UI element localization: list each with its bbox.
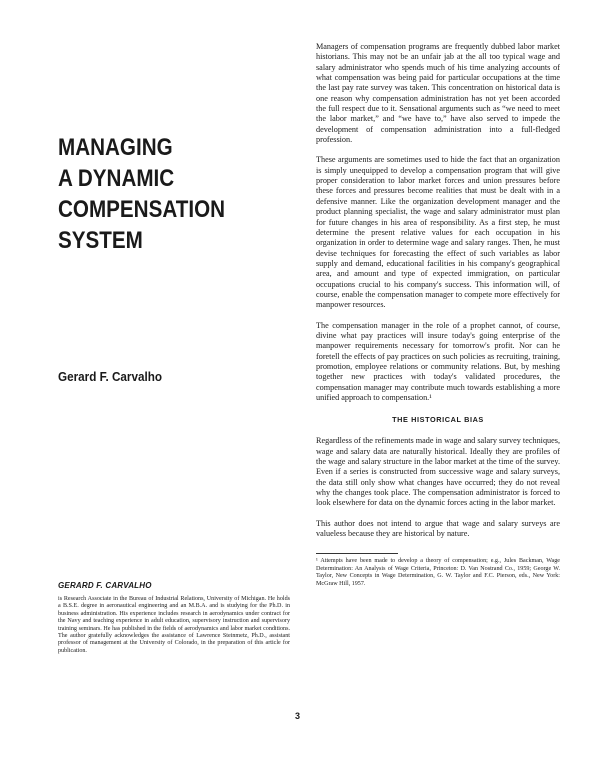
title-line: MANAGING	[58, 134, 173, 161]
author-byline: Gerard F. Carvalho	[58, 369, 163, 384]
body-paragraph: Managers of compensation programs are frequently dubbed labor market historians. This may not be an unfair jab at the all too typical wage and salary administrator who spends much of his time analyzing accounts of what compensation was being paid for particular occupations at the time the last pay rate survey was taken. This concentration on historical data is one reason why compensation administration has not yet been accorded the full respect due to it. Sensational arguments such as “we need to meet the labor market,” and “we have to,” have also served to impede the development of compensation administration into a full-fledged profession.	[316, 42, 560, 145]
title-line: SYSTEM	[58, 227, 143, 254]
body-paragraph: These arguments are sometimes used to hide the fact that an organization is simply unequipped to develop a compensation program that will give proper consideration to labor market forces and union pressures before these forces and pressures become realities that must be dealt with in a defensive manner. Like the organization development manager and the product planning specialist, the wage and salary administrator must plan for future changes in his area of responsibility. As a first step, he must determine the present relative values for each occupation in his organization in order to determine wage and salary ranges. Then, he must devise techniques for forecasting the effect of such variables as labor supply and demand, educational facilities in his company's geographical area, and amount and type of expected immigration, on particular occupations crucial to his company's success. This information will, of course, enable the compensation manager to compete more effectively for manpower resources.	[316, 155, 560, 310]
body-paragraph: Regardless of the refinements made in wage and salary survey techniques, wage and salary data are naturally historical. Ideally they are profiles of the wage and salary structure in the labor market at the time of the survey. Even if a series is constructed from successive wage and salary surveys, the data still only show what changes have occurred; they do not reveal why the changes took place. The compensation administrator is forced to look elsewhere for data on the dynamic forces acting in the labor market.	[316, 436, 560, 508]
author-bio-name: GERARD F. CARVALHO	[58, 581, 152, 590]
author-bio-text: is Research Associate in the Bureau of Industrial Relations, University of Michigan. He holds a B.S.E. degree in aeronautical engineering and an M.B.A. and is studying for the Ph.D. in business administration. His experience includes research in aerodynamics under contract for the Navy and teaching experience in adult education, supervisory instruction and supervisory training seminars. He has published in the fields of aerodynamics and labor market conditions. The author gratefully acknowledges the assistance of Lawrence Steinmetz, Ph.D., assistant professor of management at the University of Colorado, in the preparation of this article for publication.	[58, 596, 290, 654]
page-number: 3	[295, 711, 301, 721]
title-line: COMPENSATION	[58, 196, 226, 223]
footnote-divider	[316, 553, 398, 554]
footnote: ¹ Attempts have been made to develop a theory of compensation; e.g., Jules Backman, Wage Determination: An Analysis of Wage Criteria, Princeton: D. Van Nostrand Co., 1959; George W. Taylor, New Concepts in Wage Determination, G. W. Taylor and F.C. Pierson, eds., New York: McGraw Hill, 1957.	[316, 558, 560, 587]
body-paragraph: This author does not intend to argue that wage and salary surveys are valueless because they are historical by nature.	[316, 518, 560, 539]
title-line: A DYNAMIC	[58, 165, 175, 192]
article-title	[58, 132, 230, 256]
body-column	[316, 42, 560, 588]
section-heading: THE HISTORICAL BIAS	[392, 415, 484, 425]
body-paragraph: The compensation manager in the role of a prophet cannot, of course, divine what pay practices will insure today's going enterprise of the manpower requirements necessary for tomorrow's profit. Nor can he foretell the effects of pay practices on such policies as recruiting, training, promotion, employee relations or community relations. But, by meshing together new practices with today's validated procedures, the compensation manager may contribute much towards establishing a more unified approach to compensation.¹	[316, 320, 560, 402]
